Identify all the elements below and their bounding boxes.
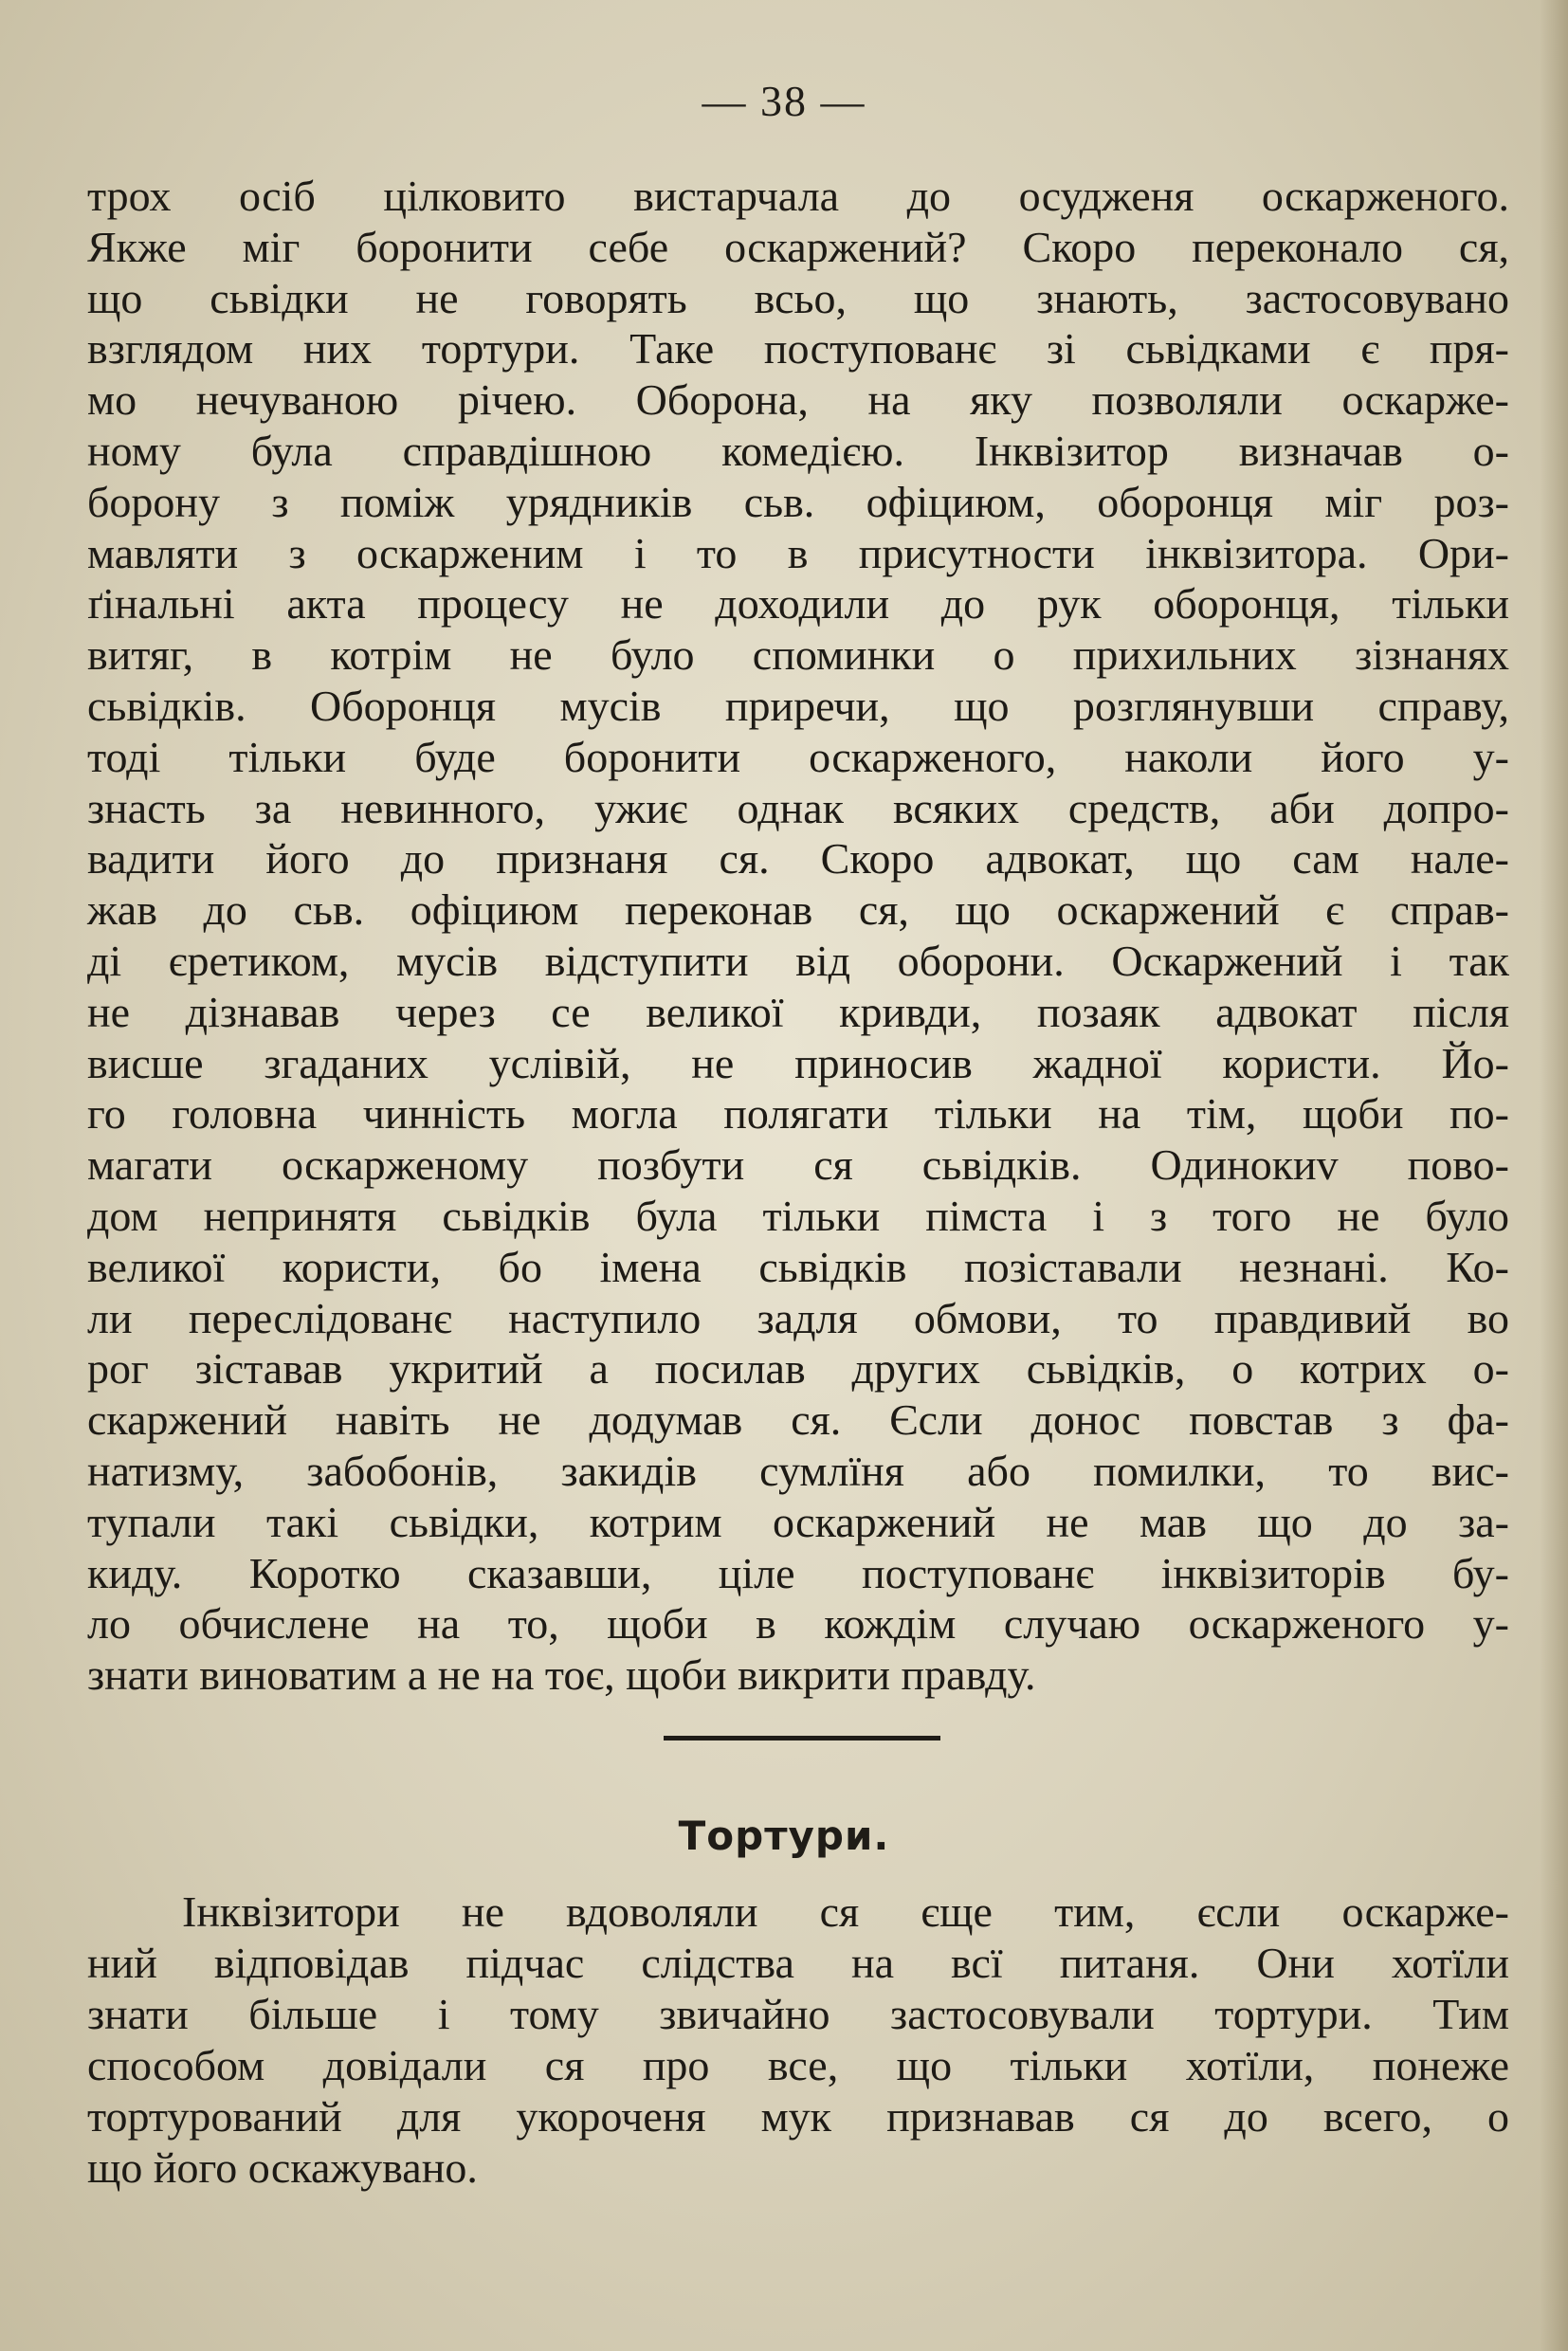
text-line: ному була справдішною комедією. Інквізитор визначав о- [87,426,1509,475]
text-line: знати більше і тому звичайно застосовували тортури. Тим [87,1990,1509,2038]
text-line: взглядом них тортури. Таке поступованє зі сьвідками є пря- [87,324,1509,374]
page-number: — 38 — [702,77,866,125]
text-line: тоді тільки буде боронити оскарженого, наколи його у- [87,732,1509,781]
text-line: рог зіставав укритий а посилав других сьвідків, о котрих о- [87,1344,1509,1394]
text-line: способом довідали ся про все, що тільки хотїли, понеже [87,2041,1509,2089]
section-paragraph [87,1886,1509,2194]
text-line: Якже міг боронити себе оскаржений? Скоро переконало ся, [87,222,1509,271]
page-edge-shadow [1540,0,1568,2351]
text-line: знати виноватим а не на тоє, щоби викрити правду. [87,1650,1036,1700]
section-divider [664,1736,940,1740]
text-line: не дізнавав через се великої кривди, позаяк адвокат після [87,987,1509,1036]
text-line: магати оскарженому позбути ся сьвідків. Одинокиv пово- [87,1140,1509,1190]
section-title: Тортури. [678,1813,890,1859]
text-line: мо нечуваною річею. Оборона, на яку позволяли оскарже- [87,375,1509,425]
text-line: що сьвідки не говорять всьо, що знають, застосовувано [87,273,1509,322]
text-line: ґінальні акта процесу не доходили до рук оборонця, тільки [87,579,1509,629]
text-line: мавляти з оскарженим і то в присутности інквізитора. Ори- [87,528,1509,577]
text-line: великої користи, бо імена сьвідків позіставали незнані. Ко- [87,1242,1509,1291]
text-line: знасть за невинного, ужиє однак всяких средств, аби допро- [87,783,1509,832]
text-line: що його оскажувано. [87,2143,478,2192]
text-line: трох осіб цілковито вистарчала до осудженя оскарженого. [87,172,1509,220]
text-line: го головна чинність могла полягати тільки на тім, щоби по- [87,1089,1509,1139]
text-line: сьвідків. Оборонця мусів приречи, що розглянувши справу, [87,681,1509,730]
text-line: тортурований для укороченя мук признавав ся до всего, о [87,2092,1509,2141]
text-line: скаржений навіть не додумав ся. Єсли донос повстав з фа- [87,1395,1509,1445]
text-line: борону з поміж урядників сьв. офіциюм, оборонця міг роз- [87,477,1509,526]
text-line: ний відповідав підчас слідства на всї питаня. Они хотїли [87,1939,1509,1987]
text-line: натизму, забобонів, закидів сумлїня або помилки, то вис- [87,1446,1509,1495]
body-paragraph [87,171,1509,1701]
text-line: висше згаданих услівій, не приносив жадної користи. Йо- [87,1038,1509,1087]
text-line: жав до сьв. офіциюм переконав ся, що оскаржений є справ- [87,885,1509,935]
text-line: ло обчислене на то, щоби в кождім случаю оскарженого у- [87,1599,1509,1649]
text-line: витяг, в котрім не було споминки о прихильних зізнанях [87,630,1509,680]
text-line: ді єретиком, мусів відступити від оборони. Оскаржений і так [87,936,1509,985]
text-line: киду. Коротко сказавши, ціле поступованє інквізиторів бу- [87,1548,1509,1597]
text-line: вадити його до признаня ся. Скоро адвокат, що сам нале- [87,834,1509,884]
text-line: Інквізитори не вдоволяли ся єще тим, єсли оскарже- [182,1887,1509,1936]
text-line: ли переслідованє наступило задля обмови, то правдивий во [87,1293,1509,1342]
text-line: тупали такі сьвідки, котрим оскаржений не мав що до за- [87,1497,1509,1546]
text-line: дом непринятя сьвідків була тільки пімста і з того не було [87,1191,1509,1240]
